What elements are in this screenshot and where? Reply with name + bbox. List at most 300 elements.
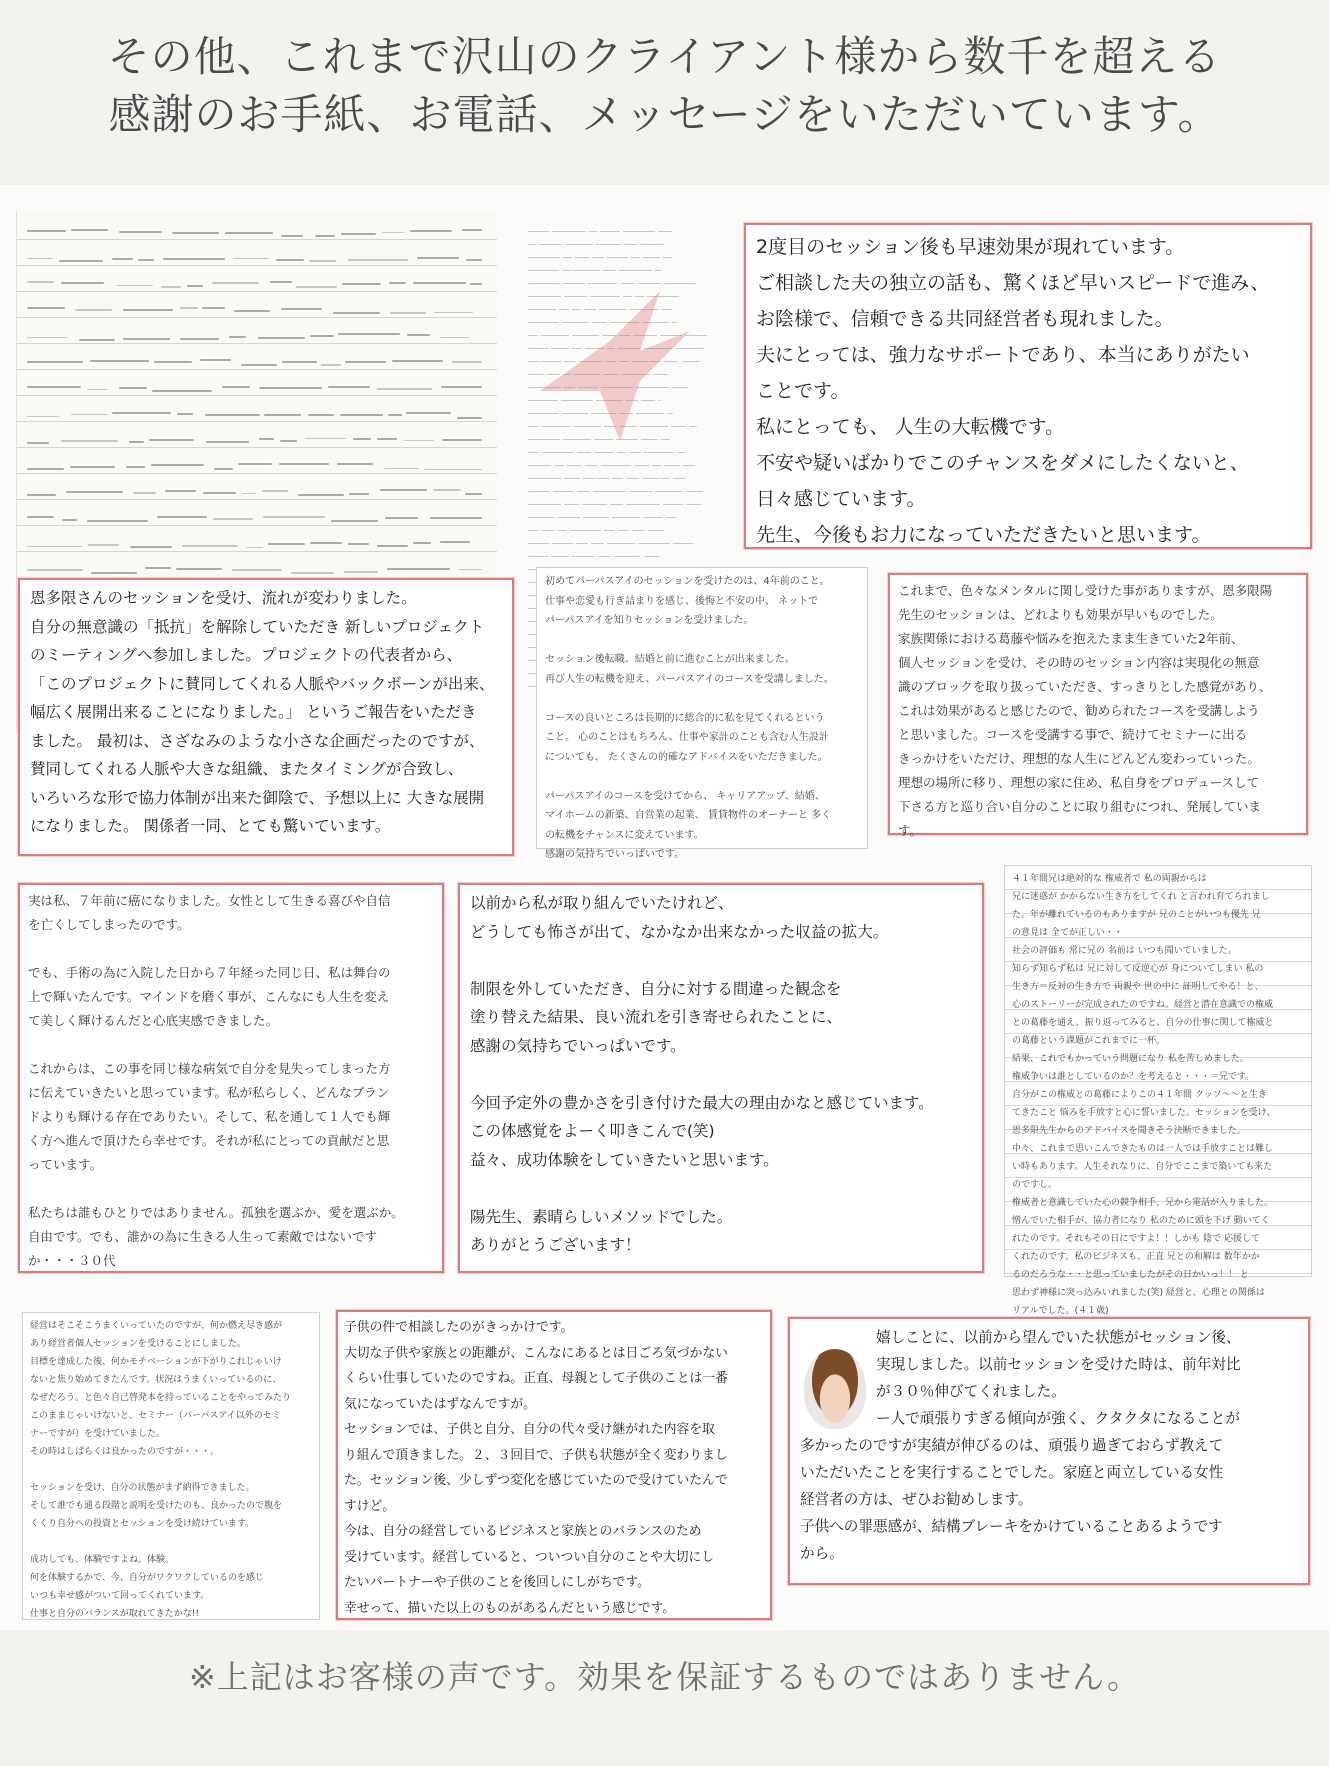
note-stroke (578, 387, 599, 388)
handwriting-stroke (246, 547, 262, 549)
handwriting-stroke (258, 337, 305, 339)
handwriting-stroke (382, 232, 405, 234)
note-stroke (652, 465, 661, 466)
letter-rule-line (17, 525, 497, 526)
note-stroke (663, 504, 683, 505)
handwriting-stroke (149, 439, 195, 441)
handwriting-stroke (182, 545, 238, 547)
note-stroke (672, 387, 688, 388)
handwriting-stroke (205, 414, 260, 416)
customer-photo (804, 1349, 866, 1429)
handwriting-stroke (424, 469, 482, 471)
testimonial-collage (0, 185, 1329, 1630)
handwriting-stroke (298, 494, 344, 496)
note-stroke (577, 452, 591, 453)
handwriting-stroke (59, 260, 103, 262)
handwriting-stroke (442, 439, 482, 441)
note-stroke (600, 231, 620, 232)
testimonial-card-8 (22, 1312, 320, 1620)
handwriting-stroke (119, 231, 162, 233)
testimonial-text-1: 2度目のセッション後も早速効果が現れています。 ご相談した夫の独立の話も、驚くほど早いスピードで進み、 お陰様で、信頼できる共同経営者も現れました。 夫にとっては、強力なサポートであり、本当にありがたい ことです。 私にとっても、 人生の大転機です。 不安や疑いばかりでこのチャンスをダメにしたくないと、 日々感じています。 先生、今後もお力になっていただきたいと思います。 (756, 236, 1270, 546)
handwriting-stroke (61, 282, 104, 284)
note-stroke (626, 478, 639, 479)
note-stroke (612, 517, 640, 518)
handwriting-stroke (264, 414, 301, 416)
note-stroke (588, 283, 618, 284)
note-stroke (582, 504, 607, 505)
handwriting-stroke (388, 414, 402, 416)
note-stroke (591, 413, 615, 414)
handwriting-stroke (27, 494, 56, 496)
handwriting-stroke (387, 568, 450, 570)
letter-rule-line (17, 239, 497, 240)
note-stroke (689, 426, 696, 427)
note-stroke (644, 556, 661, 557)
handwriting-stroke (157, 516, 206, 518)
note-stroke (619, 426, 637, 427)
testimonial-card-3 (536, 567, 868, 860)
note-stroke (676, 348, 704, 349)
handwriting-stroke (344, 571, 378, 573)
note-stroke (664, 465, 681, 466)
note-stroke (589, 231, 597, 232)
page-heading (0, 28, 1329, 144)
note-stroke (584, 309, 596, 310)
handwriting-stroke (309, 260, 337, 262)
handwriting-stroke (62, 519, 77, 521)
note-stroke (574, 374, 600, 375)
handwriting-stroke (27, 361, 83, 363)
letter-rule-line (17, 317, 497, 318)
note-stroke (655, 491, 683, 492)
handwriting-stroke (154, 361, 192, 363)
testimonial-card-7 (1004, 865, 1312, 1316)
handwriting-stroke (202, 307, 225, 309)
handwriting-stroke (123, 309, 173, 311)
handwriting-stroke (71, 229, 107, 231)
handwriting-stroke (441, 386, 482, 388)
testimonial-text-8: 経営はそこそこうまくいっていたのですが、何か燃え尽き感が あり経営者個人セッションを受けることにしました。 目標を達成した後、何かモチベーションが下がりこれじゃいけ ないと焦り始めてきたんです。状況はうまくいっているのに、 なぜだろう。と色々自己啓発本を持っていることをやってみたり このままじゃいけないと、セミナー（パーパスアイ以外のセミ ナーですが）を受けていました。 その時はしばらくは良かったのですが・・・。 セッションを受け、自分の状態がまず納得できました。 そして誰でも通る段階と説明を受けたのも、良かったので腹を くくり自分への投資とセッションを受け続けています。 成功しても、体験ですよね。体験。 何を体験するかで、今、自分がワクワクしているのを感じ いつも幸せ感がついて回ってくれています。 仕事と自分のバランスが取れてきたかな!! (30, 1321, 292, 1619)
note-stroke (644, 348, 673, 349)
handwriting-stroke (180, 338, 219, 340)
testimonial-card-9 (336, 1310, 772, 1620)
handwriting-stroke (151, 464, 204, 466)
note-stroke (596, 400, 624, 401)
note-stroke (528, 374, 544, 375)
handwriting-stroke (279, 463, 329, 465)
handwriting-stroke (345, 361, 386, 363)
note-stroke (660, 335, 682, 336)
handwriting-stroke (27, 416, 60, 418)
handwriting-stroke (27, 307, 65, 309)
handwriting-stroke (308, 414, 334, 416)
note-stroke (528, 270, 559, 271)
note-stroke (528, 309, 556, 310)
note-stroke (575, 257, 589, 258)
handwriting-stroke (27, 442, 49, 444)
note-stroke (640, 244, 664, 245)
note-stroke (677, 452, 685, 453)
handwriting-stroke (457, 417, 482, 419)
handwriting-stroke (390, 312, 427, 314)
handwriting-stroke (353, 438, 371, 440)
handwriting-stroke (161, 286, 181, 288)
note-stroke (664, 361, 678, 362)
note-stroke (539, 244, 562, 245)
note-stroke (558, 530, 567, 531)
note-stroke (619, 270, 652, 271)
handwriting-stroke (331, 520, 379, 522)
note-stroke (576, 543, 587, 544)
note-stroke (631, 257, 639, 258)
note-stroke (528, 231, 549, 232)
handwriting-stroke (213, 518, 252, 520)
note-stroke (619, 335, 631, 336)
disclaimer: ※上記はお客様の声です。効果を保証するものではありません。 (188, 1658, 1141, 1696)
handwriting-stroke (88, 544, 119, 546)
letter-rule-line (17, 369, 497, 370)
note-stroke (567, 465, 582, 466)
handwriting-stroke (407, 334, 430, 336)
handwriting-stroke (27, 337, 68, 339)
note-stroke (663, 257, 672, 258)
handwriting-stroke (126, 466, 145, 468)
handwriting-stroke (380, 489, 427, 491)
note-stroke (655, 270, 661, 271)
note-stroke (661, 478, 671, 479)
testimonial-text-10-head: 嬉しことに、以前から望んでいた状態がセッション後、 実現しました。以前セッションを受けた時は、前年対比 が３０％伸びてくれました。 ー人で頑張りすぎる傾向が強く、クタクタになることが (876, 1329, 1241, 1427)
note-stroke (634, 465, 649, 466)
handwriting-stroke (377, 545, 408, 547)
note-stroke (528, 530, 539, 531)
testimonial-card-5 (18, 883, 444, 1273)
note-stroke (562, 270, 571, 271)
handwriting-stroke (349, 493, 370, 495)
note-stroke (603, 374, 618, 375)
handwriting-stroke (75, 309, 112, 311)
handwriting-stroke (262, 490, 288, 492)
note-stroke (528, 387, 561, 388)
note-stroke (563, 283, 585, 284)
note-stroke (528, 322, 559, 323)
note-stroke (607, 348, 615, 349)
heading-line-1: その他、これまで沢山のクライアント様から数千を超える (107, 32, 1222, 81)
handwriting-stroke (27, 569, 83, 571)
note-stroke (642, 322, 669, 323)
note-stroke (563, 439, 591, 440)
note-stroke (653, 374, 668, 375)
note-stroke (557, 517, 580, 518)
handwriting-stroke (145, 567, 171, 569)
testimonial-card-2 (18, 578, 514, 856)
note-stroke (641, 400, 655, 401)
handwriting-stroke (70, 466, 115, 468)
note-stroke (572, 309, 580, 310)
handwriting-stroke (27, 258, 53, 260)
testimonial-card-10 (788, 1317, 1310, 1585)
note-stroke (590, 296, 620, 297)
note-stroke (629, 491, 652, 492)
note-stroke (528, 413, 559, 414)
note-stroke (686, 504, 701, 505)
handwriting-stroke (465, 493, 482, 495)
note-stroke (635, 296, 644, 297)
handwriting-stroke (348, 259, 408, 261)
handwriting-stroke (71, 414, 107, 416)
note-stroke (562, 322, 589, 323)
handwriting-stroke (87, 389, 108, 391)
handwriting-stroke (177, 413, 194, 415)
handwriting-stroke (385, 517, 418, 519)
handwriting-stroke (91, 572, 137, 574)
note-stroke (633, 335, 656, 336)
handwriting-stroke (90, 360, 149, 362)
note-stroke (601, 465, 631, 466)
note-stroke (642, 478, 658, 479)
handwriting-stroke (470, 283, 482, 285)
note-stroke (563, 257, 573, 258)
handwriting-stroke (282, 361, 316, 363)
handwriting-stroke (200, 359, 231, 361)
handwriting-stroke (27, 516, 54, 518)
handwriting-stroke (130, 546, 172, 548)
handwriting-stroke (133, 492, 156, 494)
note-stroke (644, 452, 674, 453)
note-stroke (564, 504, 578, 505)
note-stroke (528, 517, 554, 518)
handwriting-stroke (377, 388, 432, 390)
handwriting-stroke (212, 282, 259, 284)
handwriting-stroke (187, 285, 202, 287)
handwriting-stroke (233, 258, 269, 260)
note-stroke (528, 283, 560, 284)
note-stroke (596, 244, 621, 245)
note-stroke (610, 322, 639, 323)
note-stroke (594, 452, 615, 453)
note-stroke (640, 426, 669, 427)
handwriting-stroke (280, 440, 297, 442)
note-stroke (577, 491, 590, 492)
note-stroke (594, 439, 612, 440)
note-stroke (574, 270, 599, 271)
note-stroke (682, 361, 701, 362)
handwriting-stroke (310, 542, 342, 544)
handwriting-stroke (462, 229, 482, 231)
note-stroke (528, 244, 536, 245)
heading-line-2: 感謝のお手紙、お電話、メッセージをいただいています。 (108, 90, 1221, 139)
handwriting-stroke (430, 517, 482, 519)
handwriting-stroke (296, 286, 337, 288)
note-stroke (604, 530, 615, 531)
note-stroke (528, 335, 538, 336)
note-stroke (624, 244, 637, 245)
note-stroke (564, 296, 587, 297)
handwriting-stroke (180, 307, 198, 309)
handwriting-stroke (152, 390, 212, 392)
handwriting-stroke (79, 339, 115, 341)
note-stroke (528, 556, 548, 557)
note-stroke (563, 374, 571, 375)
handwriting-stroke (241, 364, 278, 366)
note-stroke (661, 309, 673, 310)
note-stroke (570, 530, 601, 531)
handwriting-stroke (333, 312, 380, 314)
note-stroke (528, 543, 549, 544)
note-stroke (616, 439, 638, 440)
handwriting-stroke (413, 542, 431, 544)
handwriting-stroke (61, 440, 117, 442)
handwriting-stroke (337, 463, 373, 465)
note-stroke (554, 465, 564, 466)
note-stroke (623, 231, 655, 232)
note-stroke (630, 309, 658, 310)
note-stroke (617, 452, 625, 453)
note-stroke (542, 530, 555, 531)
note-stroke (619, 361, 629, 362)
note-stroke (648, 530, 663, 531)
note-stroke (632, 361, 661, 362)
note-stroke (528, 361, 538, 362)
handwriting-stroke (281, 235, 304, 237)
note-stroke (579, 361, 603, 362)
testimonial-text-4: これまで、色々なメンタルに関し受けた事がありますが、恩多限陽 先生のセッションは、どれよりも効果が早いものでした。 家族関係における葛藤や悩みを抱えたまま生きていた2年前、 個人セッションを受け、その時のセッション内容は実現化の無意 識のブロックを取り扱っていただき、すっきりとした感覚があり、 これは効果があると感じたので、勧められたコースを受講しよう と思いました。コースを受講する事で、続けてセミナーに出る きっかけをいただけ、理想的な人生にどんどん変わっていった。 理想の場所に移り、理想の家に住め、私自身をプロデュースして 下さる方と巡り合い自分のことに取り組むにつれ、発展していま す。 (898, 583, 1273, 838)
note-stroke (528, 257, 560, 258)
note-stroke (541, 335, 568, 336)
handwriting-stroke (440, 541, 470, 543)
note-stroke (597, 478, 609, 479)
handwriting-stroke (276, 259, 303, 261)
note-stroke (583, 517, 609, 518)
note-stroke (638, 283, 661, 284)
handwriting-stroke (389, 282, 406, 284)
testimonial-text-10-body: 多かったのですが実績が伸びるのは、頑張り過ぎておらず教えて いただいたことを実行することでした。家庭と両立している女性 経営者の方は、ぜひお勧めします。 子供への罪悪感が、結構ブレーキをかけていることあるようです から。 (800, 1437, 1224, 1562)
handwriting-stroke (229, 336, 246, 338)
note-stroke (647, 296, 679, 297)
note-stroke (572, 556, 595, 557)
handwriting-stroke (27, 386, 81, 388)
handwriting-stroke (66, 491, 123, 493)
note-stroke (658, 231, 671, 232)
handwriting-stroke (112, 412, 170, 414)
note-stroke (528, 491, 550, 492)
note-stroke (612, 478, 623, 479)
note-stroke (585, 348, 604, 349)
handwriting-stroke (27, 230, 66, 232)
note-stroke (605, 361, 616, 362)
note-stroke (621, 374, 650, 375)
letter-rule-line (17, 447, 497, 448)
handwriting-stroke (172, 232, 219, 234)
handwriting-stroke (305, 438, 345, 440)
note-stroke (661, 439, 670, 440)
note-stroke (547, 374, 560, 375)
handwriting-stroke (176, 568, 222, 570)
handwriting-stroke (268, 543, 305, 545)
note-stroke (636, 413, 664, 414)
handwriting-stroke (232, 569, 282, 571)
note-stroke (564, 387, 575, 388)
note-stroke (528, 426, 539, 427)
note-stroke (683, 465, 695, 466)
note-stroke (552, 231, 586, 232)
note-stroke (562, 413, 589, 414)
handwriting-stroke (225, 232, 273, 234)
note-stroke (599, 309, 627, 310)
note-stroke (565, 244, 593, 245)
note-stroke (601, 387, 632, 388)
note-stroke (641, 439, 659, 440)
handwriting-stroke (413, 282, 467, 284)
handwriting-stroke (466, 259, 482, 261)
note-stroke (551, 556, 569, 557)
handwriting-stroke (281, 308, 321, 310)
note-stroke (573, 426, 601, 427)
handwriting-stroke (440, 337, 469, 339)
note-stroke (614, 556, 640, 557)
handwriting-stroke (321, 364, 341, 366)
note-stroke (551, 348, 568, 349)
letter-rule-line (17, 291, 497, 292)
note-stroke (552, 543, 573, 544)
handwriting-stroke (434, 312, 473, 314)
note-stroke (542, 452, 573, 453)
testimonial-text-6: 以前から私が取り組んでいたけれど、 どうしても怖さが出て、なかなか出来なかった収益の拡大。 制限を外していただき、自分に対する間違った観念を 塗り替えた結果、良い流れを引き寄せられたことに、 感謝の気持ちでいっぱいです。 今回予定外の豊かさを引き付けた最大の理由かなと感じています。 この体感覚をよーく叩きこんで(笑) 益々、成功体験をしていきたいと思います。 陽先生、素晴らしいメソッドでした。 ありがとうございます！ (470, 894, 934, 1254)
note-stroke (603, 270, 616, 271)
handwriting-stroke (203, 492, 236, 494)
note-stroke (528, 465, 551, 466)
note-stroke (664, 283, 696, 284)
note-stroke (528, 504, 561, 505)
note-stroke (666, 517, 676, 518)
handwriting-stroke (459, 569, 482, 571)
note-stroke (564, 478, 579, 479)
note-stroke (618, 348, 641, 349)
handwriting-stroke (206, 441, 250, 443)
testimonial-text-2: 恩多限さんのセッションを受け、流れが変わりました。 自分の無意識の「抵抗」を解除していただき 新しいプロジェクト のミーティングへ参加しました。プロジェクトの代表者から、 「このプロジェクトに賛同してくれる人脈やバックボーンが出来、 幅広く展開出来ることになりました。」 というご報告をいただき ました。 最初は、さざなみのような小さな企画だったのですが、 賛同してくれる人脈や大きな組織、またタイミングが合致し、 いろいろな形で協力体制が出来た御陰で、予想以上に 大きな展開 になりました。 関係者一同、とても驚いています。 (30, 589, 495, 835)
handwriting-stroke (315, 235, 335, 237)
handwriting-stroke (214, 468, 233, 470)
handwriting-stroke (406, 412, 451, 414)
note-stroke (621, 283, 636, 284)
note-stroke (583, 478, 594, 479)
letter-rule-line (17, 395, 497, 396)
letter-rule-line (17, 343, 497, 344)
handwriting-stroke (310, 335, 334, 337)
handwriting-stroke (238, 463, 272, 465)
note-stroke (607, 257, 628, 258)
note-stroke (541, 361, 561, 362)
note-stroke (528, 452, 539, 453)
handwriting-stroke (259, 387, 321, 389)
note-stroke (607, 543, 635, 544)
handwriting-stroke (123, 338, 170, 340)
note-stroke (542, 426, 570, 427)
handwriting-stroke (342, 283, 381, 285)
handwriting-stroke (348, 543, 369, 545)
handwriting-stroke (392, 360, 443, 362)
handwriting-stroke (377, 438, 397, 440)
note-stroke (528, 296, 561, 297)
red-bird-watermark (520, 271, 720, 471)
letter-rule-line (17, 421, 497, 422)
note-stroke (528, 400, 558, 401)
note-stroke (559, 309, 570, 310)
note-stroke (623, 296, 632, 297)
note-stroke (619, 413, 633, 414)
handwriting-stroke (410, 230, 451, 232)
handwriting-stroke (341, 233, 376, 235)
handwriting-stroke (222, 386, 250, 388)
